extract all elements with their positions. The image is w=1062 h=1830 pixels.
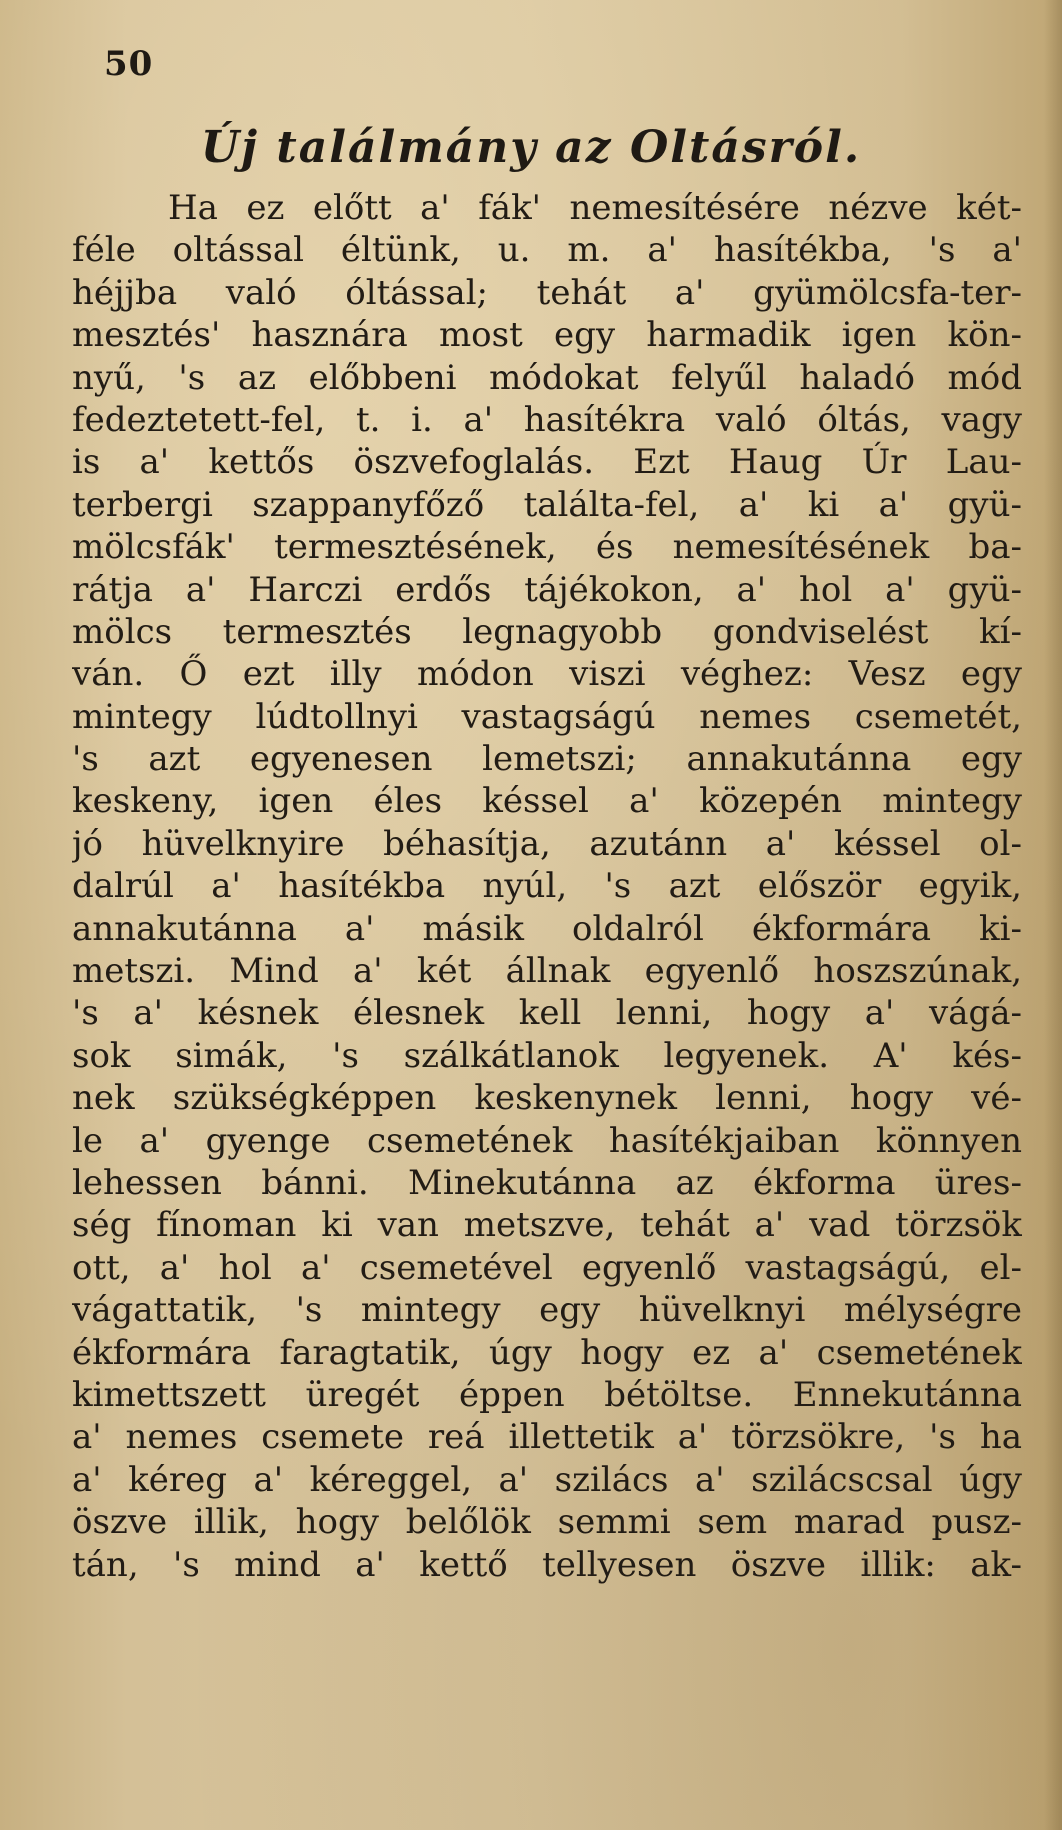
text-line: is a' kettős öszvefoglalás. Ezt Haug Úr Lau- bbox=[72, 442, 1022, 483]
text-line: dalrúl a' hasítékba nyúl, 's azt először egyik, bbox=[72, 866, 1022, 907]
text-line: ott, a' hol a' csemetével egyenlő vastagságú, el- bbox=[72, 1247, 1022, 1288]
body-text bbox=[72, 187, 1022, 1586]
text-line: mölcs termesztés legnagyobb gondviselést kí- bbox=[72, 611, 1022, 652]
text-line: annakutánna a' másik oldalról ékformára ki- bbox=[72, 908, 1022, 949]
text-line: jó hüvelknyire béhasítja, azutánn a' késsel ol- bbox=[72, 823, 1022, 864]
page-number: 50 bbox=[104, 44, 154, 84]
text-line: tán, 's mind a' kettő tellyesen öszve illik: ak- bbox=[72, 1544, 1022, 1585]
text-line: le a' gyenge csemetének hasítékjaiban könnyen bbox=[72, 1120, 1022, 1161]
text-line: ékformára faragtatik, úgy hogy ez a' csemetének bbox=[72, 1332, 1022, 1373]
text-line: mesztés' hasznára most egy harmadik igen kön- bbox=[72, 315, 1022, 356]
text-line: féle oltással éltünk, u. m. a' hasítékba, 's a' bbox=[72, 230, 1022, 271]
text-line: lehessen bánni. Minekutánna az ékforma üres- bbox=[72, 1162, 1022, 1203]
article-title: Új találmány az Oltásról. bbox=[200, 122, 862, 173]
text-line: nek szükségképpen keskenynek lenni, hogy vé- bbox=[72, 1078, 1022, 1119]
text-line: kimettszett üregét éppen bétöltse. Ennekutánna bbox=[72, 1374, 1022, 1415]
text-line: mintegy lúdtollnyi vastagságú nemes csemetét, bbox=[72, 696, 1022, 737]
page-edge-shadow bbox=[1044, 0, 1062, 1830]
text-line: Ha ez előtt a' fák' nemesítésére nézve két- bbox=[168, 188, 1022, 228]
text-line: terbergi szappanyfőző találta-fel, a' ki a' gyü- bbox=[72, 484, 1022, 525]
text-line: héjjba való óltással; tehát a' gyümölcsfa-ter- bbox=[72, 272, 1022, 313]
text-line: vágattatik, 's mintegy egy hüvelknyi mélységre bbox=[72, 1290, 1022, 1331]
text-line: a' kéreg a' kéreggel, a' szilács a' szilácscsal úgy bbox=[72, 1459, 1022, 1500]
text-line: a' nemes csemete reá illettetik a' törzsökre, 's ha bbox=[72, 1417, 1022, 1458]
text-line: ség fínoman ki van metszve, tehát a' vad törzsök bbox=[72, 1205, 1022, 1246]
text-line: rátja a' Harczi erdős tájékokon, a' hol a' gyü- bbox=[72, 569, 1022, 610]
text-line: sok simák, 's szálkátlanok legyenek. A' kés- bbox=[72, 1035, 1022, 1076]
text-line: ván. Ő ezt illy módon viszi véghez: Vesz egy bbox=[72, 654, 1022, 695]
text-line: metszi. Mind a' két állnak egyenlő hoszszúnak, bbox=[72, 951, 1022, 992]
text-line: mölcsfák' termesztésének, és nemesítésének ba- bbox=[72, 527, 1022, 568]
text-line: nyű, 's az előbbeni módokat felyűl haladó mód bbox=[72, 357, 1022, 398]
text-line: fedeztetett-fel, t. i. a' hasítékra való óltás, vagy bbox=[72, 399, 1022, 440]
text-line: keskeny, igen éles késsel a' közepén mintegy bbox=[72, 781, 1022, 822]
text-line: 's a' késnek élesnek kell lenni, hogy a' vágá- bbox=[72, 993, 1022, 1034]
text-line: öszve illik, hogy belőlök semmi sem marad pusz- bbox=[72, 1502, 1022, 1543]
text-line: 's azt egyenesen lemetszi; annakutánna egy bbox=[72, 739, 1022, 780]
